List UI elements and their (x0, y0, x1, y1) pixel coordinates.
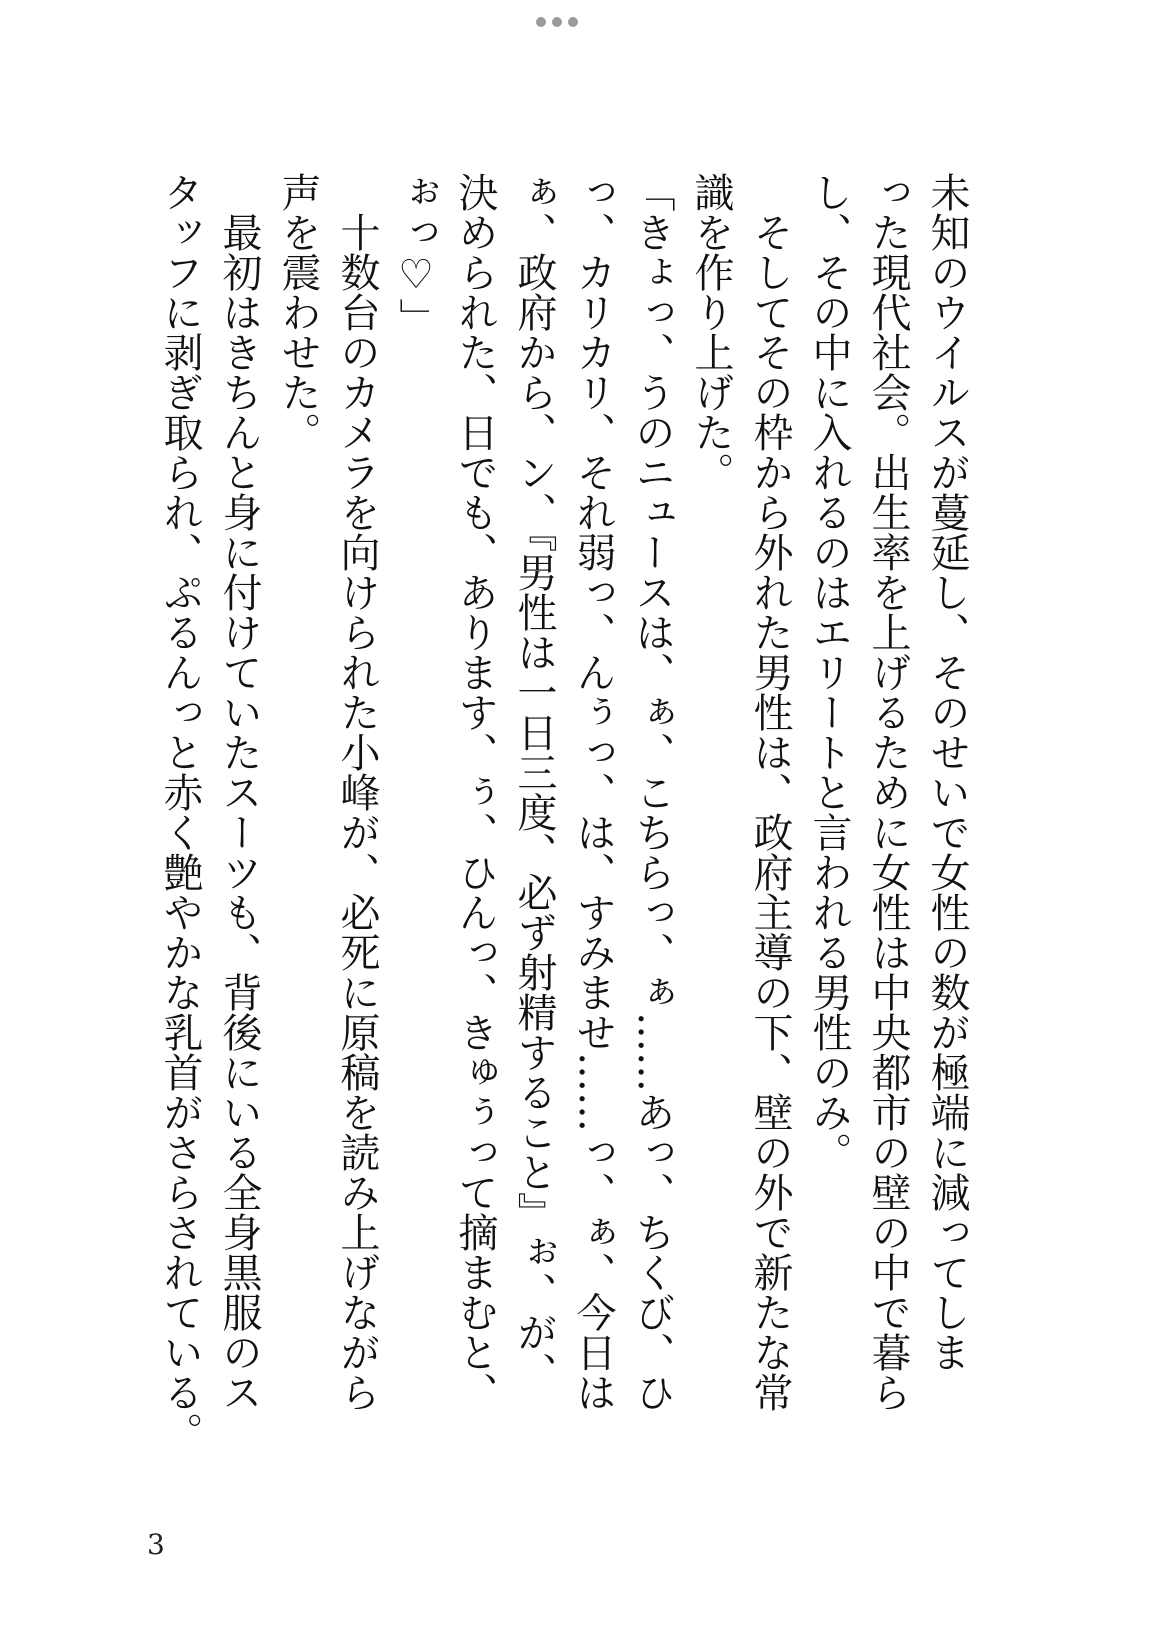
page-body-text (150, 172, 976, 1512)
text-line: っ、カリカリ、それ弱っ、んぅっ、は、すみませ……っ、ぁ、今日は (570, 172, 616, 1412)
text-line: ぉっ♡」 (393, 172, 439, 338)
dot (568, 17, 578, 27)
text-line: 識を作り上げた。 (688, 172, 734, 492)
text-line: そしてその枠から外れた男性は、政府主導の下、壁の外で新たな常 (747, 172, 793, 1412)
text-line: し、その中に入れるのはエリートと言われる男性のみ。 (806, 172, 852, 1172)
more-dots-icon[interactable] (536, 17, 578, 27)
dot (552, 17, 562, 27)
text-line: った現代社会。出生率を上げるために女性は中央都市の壁の中で暮ら (865, 172, 911, 1412)
text-line: 声を震わせた。 (275, 172, 321, 452)
dot (536, 17, 546, 27)
text-line: 「きょっ、うのニュースは、ぁ、こちらっ、ぁ……あっ、ちくび、ひ (629, 172, 675, 1412)
text-line: タッフに剥ぎ取られ、ぷるんっと赤く艶やかな乳首がさらされている。 (157, 172, 203, 1452)
text-line: 最初はきちんと身に付けていたスーツも、背後にいる全身黒服のス (216, 172, 262, 1412)
page-number: 3 (147, 1528, 165, 1561)
text-line: 未知のウイルスが蔓延し、そのせいで女性の数が極端に減ってしま (924, 172, 970, 1372)
text-line: 決められた、日でも、あります、ぅ、ひんっ、きゅぅって摘まむと、 (452, 172, 498, 1412)
text-line: 十数台のカメラを向けられた小峰が、必死に原稿を読み上げながら (334, 172, 380, 1412)
text-line: ぁ、政府から、ン、『男性は一日三度、必ず射精すること』ぉ、が、 (511, 172, 557, 1392)
